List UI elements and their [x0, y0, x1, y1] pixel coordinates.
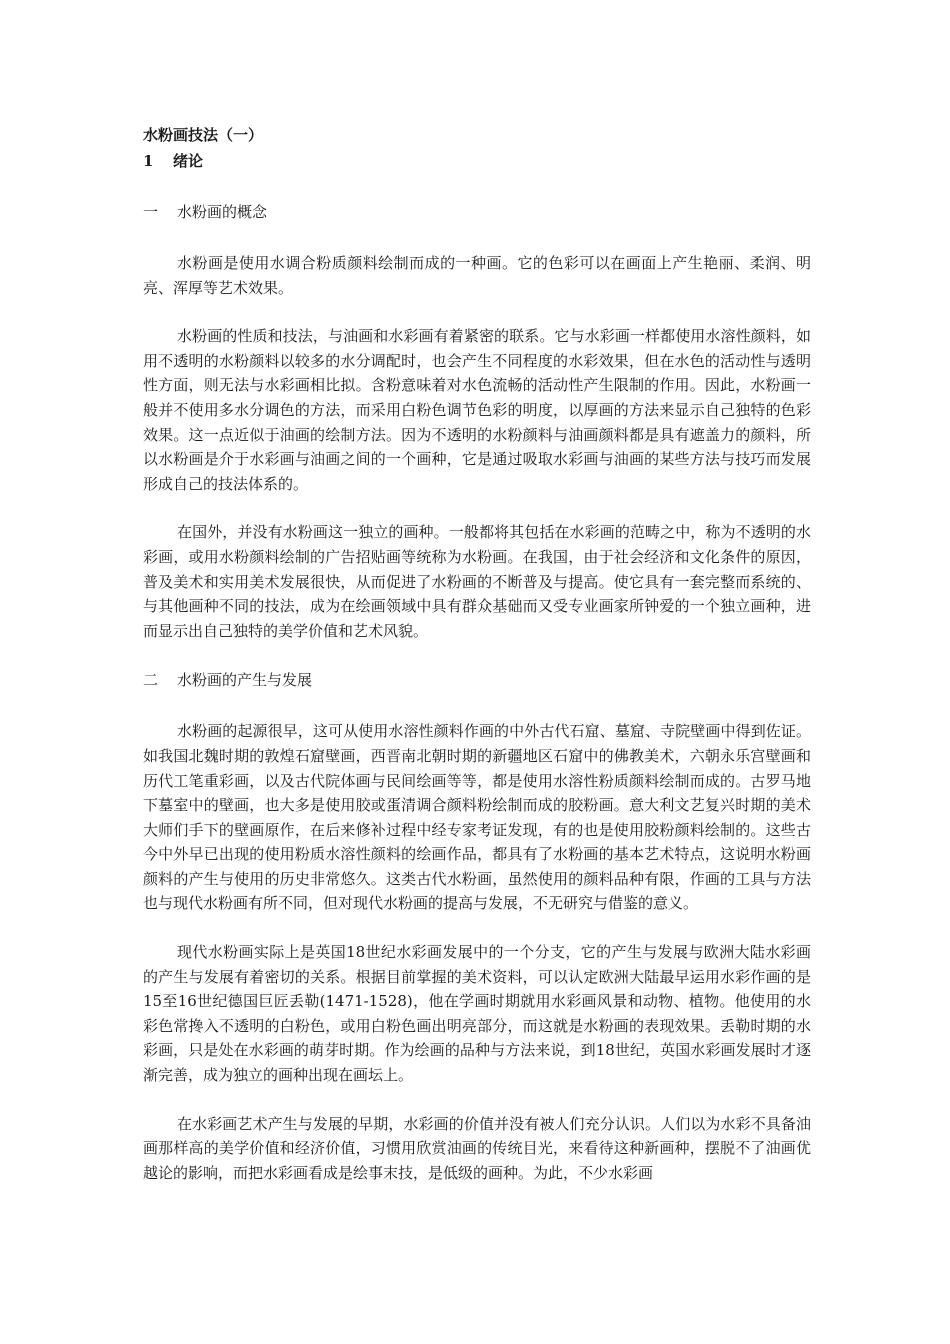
section-number: 二 [143, 671, 159, 690]
section-title: 水粉画的产生与发展 [177, 671, 313, 690]
chapter-title: 绪论 [173, 152, 204, 170]
section-title: 水粉画的概念 [177, 203, 268, 221]
document-page [143, 122, 811, 1209]
paragraph: 在水彩画艺术产生与发展的早期，水彩画的价值并没有被人们充分认识。人们以为水彩不具备油画那样高的美学价值和经济价值，习惯用欣赏油画的传统目光，来看待这种新画种，摆脱不了油画优越论的影响，而把水彩画看成是绘事末技，是低级的画种。为此，不少水彩画 [143, 1114, 811, 1182]
document-title: 水粉画技法（一） [143, 126, 264, 144]
section-heading [143, 667, 811, 693]
chapter-number: 1 [143, 152, 154, 170]
chapter-heading [143, 148, 811, 174]
section-heading [143, 199, 811, 225]
paragraph: 水粉画的起源很早，这可从使用水溶性颜料作画的中外古代石窟、墓窟、寺院壁画中得到佐证。如我国北魏时期的敦煌石窟壁画，西晋南北朝时期的新疆地区石窟中的佛教美术，六朝永乐宫壁画和历代工笔重彩画，以及古代院体画与民间绘画等等，都是使用水溶性粉质颜料绘制而成的。古罗马地下墓室中的壁画，也大多是使用胶或蛋清调合颜料粉绘制而成的胶粉画。意大利文艺复兴时期的美术大师们手下的壁画原作，在后来修补过程中经专家考证发现，有的也是使用胶粉颜料绘制的。这些古今中外早已出现的使用粉质水溶性颜料的绘画作品，都具有了水粉画的基本艺术特点，这说明水粉画颜料的产生与使用的历史非常悠久。这类古代水粉画，虽然使用的颜料品种有限，作画的工具与方法也与现代水粉画有所不同，但对现代水粉画的提高与发展，不无研究与借鉴的意义。 [143, 722, 811, 913]
paragraph: 水粉画是使用水调合粉质颜料绘制而成的一种画。它的色彩可以在画面上产生艳丽、柔润、明亮、浑厚等艺术效果。 [143, 254, 811, 297]
paragraph: 水粉画的性质和技法，与油画和水彩画有着紧密的联系。它与水彩画一样都使用水溶性颜料，如用不透明的水粉颜料以较多的水分调配时，也会产生不同程度的水彩效果，但在水色的活动性与透明性方面，则无法与水彩画相比拟。含粉意味着对水色流畅的活动性产生限制的作用。因此，水粉画一般并不使用多水分调色的方法，而采用白粉色调节色彩的明度，以厚画的方法来显示自己独特的色彩效果。这一点近似于油画的绘制方法。因为不透明的水粉颜料与油画颜料都是具有遮盖力的颜料，所以水粉画是介于水彩画与油画之间的一个画种，它是通过吸取水彩画与油画的某些方法与技巧而发展形成自己的技法体系的。 [143, 327, 811, 493]
section-number: 一 [143, 203, 159, 221]
paragraph: 在国外，并没有水粉画这一独立的画种。一般都将其包括在水彩画的范畴之中，称为不透明的水彩画，或用水粉颜料绘制的广告招贴画等统称为水粉画。在我国，由于社会经济和文化条件的原因，普及美术和实用美术发展很快，从而促进了水粉画的不断普及与提高。使它具有一套完整而系统的、与其他画种不同的技法，成为在绘画领域中具有群众基础而又受专业画家所钟爱的一个独立画种，进而显示出自己独特的美学价值和艺术风貌。 [143, 523, 811, 640]
paragraph: 现代水粉画实际上是英国18世纪水彩画发展中的一个分支，它的产生与发展与欧洲大陆水彩画的产生与发展有着密切的关系。根据目前掌握的美术资料，可以认定欧洲大陆最早运用水彩作画的是15至16世纪德国巨匠丢勒(1471-1528)，他在学画时期就用水彩画风景和动物、植物。他使用的水彩色常搀入不透明的白粉色，或用白粉色画出明亮部分，而这就是水粉画的表现效果。丢勒时期的水彩画，只是处在水彩画的萌芽时期。作为绘画的品种与方法来说，到18世纪，英国水彩画发展时才逐渐完善，成为独立的画种出现在画坛上。 [143, 943, 811, 1085]
